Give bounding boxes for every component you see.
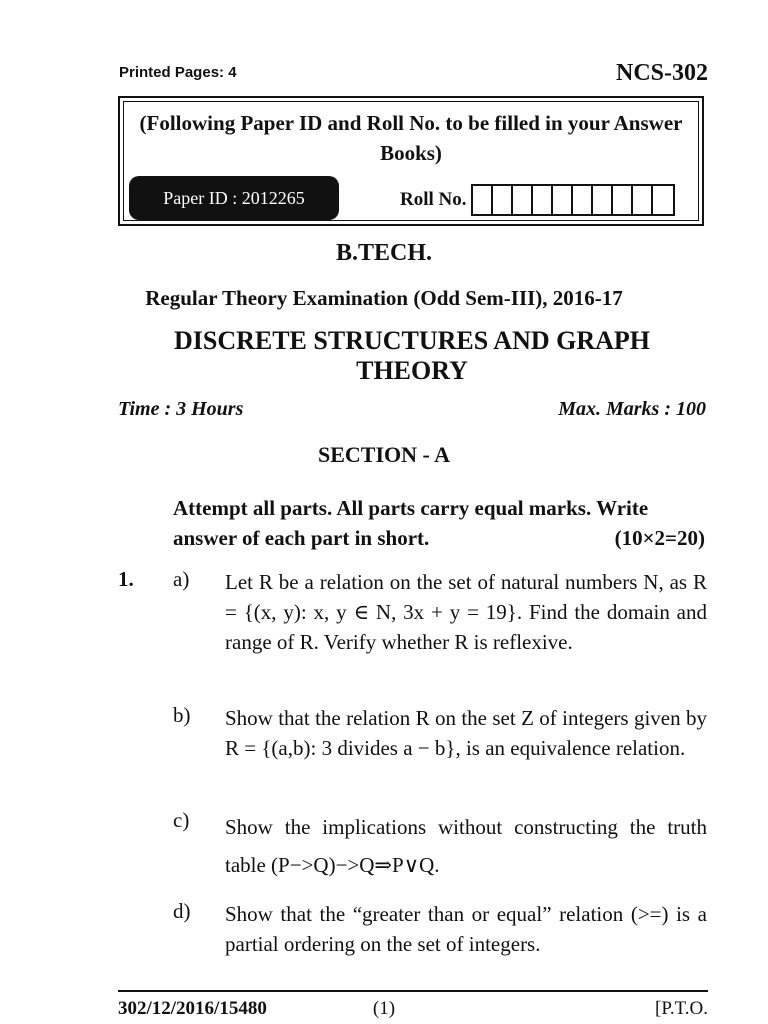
footer-rule [118,990,708,992]
instruction-line-1: Attempt all parts. All parts carry equal marks. Write [173,496,649,520]
roll-number-cell [553,186,573,214]
part-a-label: a) [173,567,190,591]
degree-title: B.TECH. [335,240,433,266]
part-c-label: c) [173,808,190,832]
part-c-text: Show the implications without constructing the truth table (P−>Q)−>Q⇒P∨Q. [225,815,707,877]
part-d-text: Show that the “greater than or equal” relation (>=) is a partial ordering on the set of integers. [225,902,707,956]
section-instructions [173,493,705,553]
section-marks: (10×2=20) [614,526,705,550]
instruction-line-2 [173,523,705,553]
max-marks: Max. Marks : 100 [558,398,706,420]
roll-number-cell [473,186,493,214]
part-b-text: Show that the relation R on the set Z of integers given by R = {(a,b): 3 divides a − b}, is an equivalence relation. [225,706,707,760]
part-b-label: b) [173,703,191,727]
footer-code: 302/12/2016/15480 [118,998,267,1019]
paper-id-box [118,96,704,226]
exam-duration: Time : 3 Hours [118,398,244,420]
roll-number-cell [533,186,553,214]
roll-number-cell [633,186,653,214]
roll-number-field [400,184,675,216]
instruction-line-2-text: answer of each part in short. [173,526,430,550]
roll-number-cell [613,186,633,214]
section-heading: SECTION - A [317,442,451,467]
exam-title: Regular Theory Examination (Odd Sem-III), 2016-17 [145,286,623,310]
part-a-text: Let R be a relation on the set of natural numbers N, as R = {(x, y): x, y ∈ N, 3x + y = 19}. Find the domain and range of R. Verify whether R is reflexive. [225,570,707,654]
subject-title: DISCRETE STRUCTURES AND GRAPH THEORY [173,326,651,385]
please-turn-over: [P.T.O. [655,998,708,1019]
roll-number-cell [493,186,513,214]
roll-number-cell [593,186,613,214]
page-number: (1) [372,998,396,1019]
part-d-label: d) [173,899,191,923]
roll-number-cell [653,186,673,214]
paper-id-badge: Paper ID : 2012265 [129,176,339,220]
printed-pages-label: Printed Pages: 4 [119,64,237,81]
roll-number-cells [471,184,675,216]
question-number: 1. [118,567,134,591]
roll-number-cell [513,186,533,214]
paper-code: NCS-302 [615,60,708,86]
roll-number-cell [573,186,593,214]
roll-number-label: Roll No. [400,189,467,210]
fill-instruction: (Following Paper ID and Roll No. to be filled in your Answer Books) [139,111,683,165]
